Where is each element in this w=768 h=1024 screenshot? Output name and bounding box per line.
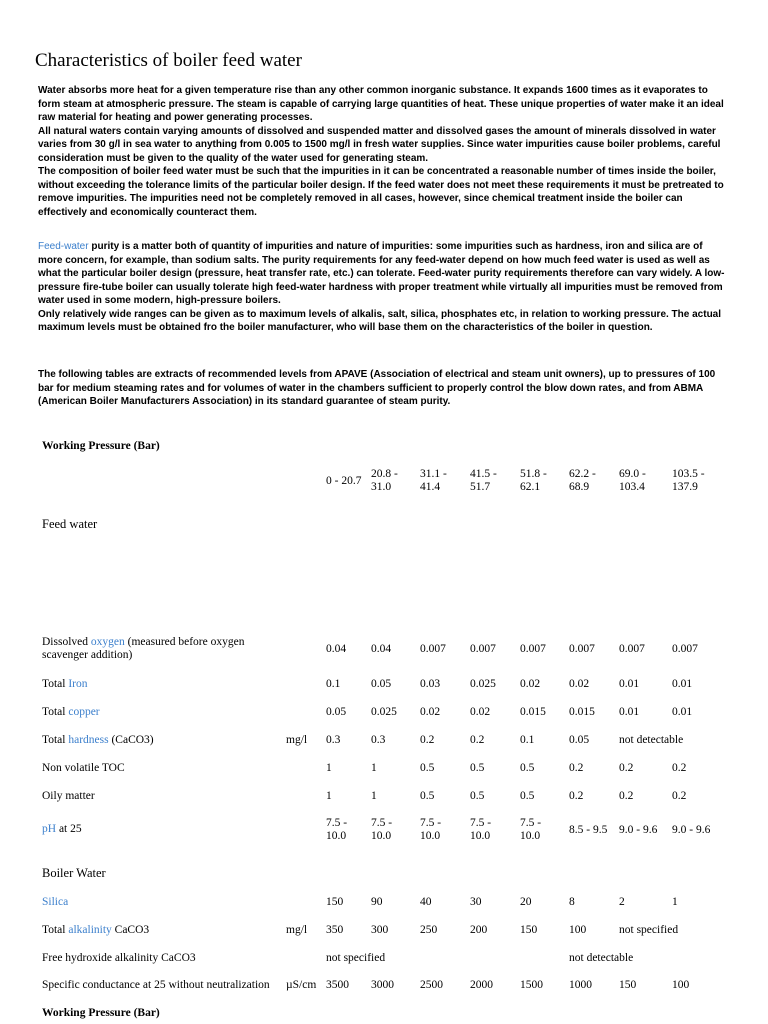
table-cell: 0.01 <box>672 706 693 718</box>
table-cell: 0.2 <box>672 762 687 774</box>
row-label-copper: Total copper <box>42 706 100 718</box>
iron-link[interactable]: Iron <box>68 678 88 690</box>
paragraph-4: purity is a matter both of quantity of impurities and nature of impurities: some impurities such as hardness, iron and silica are of more concern, for example, than sodium salts. The purity requirements for any feed-water depend on how much feed water is used as well as what the particular boiler design (pressure, heat transfer rate, etc.) can tolerate. Feed-water purity requirements therefore can vary widely. A low-pressure fire-tube boiler can usually tolerate high feed-water hardness with proper treatment while virtually all impurities must be removed from water used in some modern, high-pressure boilers. <box>38 241 725 306</box>
table-cell: 1000 <box>569 979 592 991</box>
ph-link[interactable]: pH <box>42 823 57 835</box>
table-cell: 0.007 <box>569 643 595 655</box>
table-cell: 0.1 <box>520 734 535 746</box>
pressure-range-3: 31.1 - 41.4 <box>420 468 447 493</box>
table-cell: 1 <box>672 896 678 908</box>
page-title: Characteristics of boiler feed water <box>35 50 302 71</box>
table-cell: 0.5 <box>420 762 435 774</box>
table-cell: 0.025 <box>470 678 496 690</box>
table-cell: 7.5 - 10.0 <box>420 817 442 842</box>
table-cell: 0.007 <box>470 643 496 655</box>
pressure-range-1: 0 - 20.7 <box>326 475 362 487</box>
feed-water-link[interactable]: Feed-water <box>38 241 89 252</box>
table-cell: 0.3 <box>326 734 341 746</box>
table-cell: 300 <box>371 924 389 936</box>
table-cell: 0.2 <box>619 762 634 774</box>
table-cell: 1 <box>371 790 377 802</box>
table-cell: 100 <box>569 924 587 936</box>
table-cell: 0.2 <box>569 762 584 774</box>
row-label-toc: Non volatile TOC <box>42 762 125 774</box>
table-cell: 0.5 <box>520 790 535 802</box>
table-cell: 7.5 - 10.0 <box>470 817 492 842</box>
table-cell: 1 <box>371 762 377 774</box>
table-cell: 350 <box>326 924 344 936</box>
table-cell: 8.5 - 9.5 <box>569 824 608 836</box>
table-cell: 0.2 <box>470 734 485 746</box>
table-cell: 0.05 <box>569 734 590 746</box>
row-label-conductance: Specific conductance at 25 without neutralization <box>42 979 270 991</box>
table-cell: 1 <box>326 762 332 774</box>
oxygen-link[interactable]: oxygen <box>90 636 125 648</box>
table-cell: 3000 <box>371 979 394 991</box>
table-cell: 0.2 <box>672 790 687 802</box>
paragraph-6: The following tables are extracts of recommended levels from APAVE (Association of electrical and steam unit owners), up to pressures of 100 bar for medium steaming rates and for volumes of water in the chambers sufficient to properly control the blow down rates, and from ABMA (American Boiler Manufacturers Association) in its standard guarantee of steam purity. <box>38 369 716 407</box>
table-cell: 0.007 <box>619 643 645 655</box>
table-cell: 2 <box>619 896 625 908</box>
table-cell: 0.01 <box>672 678 693 690</box>
paragraph-5: Only relatively wide ranges can be given as to maximum levels of alkalis, salt, silica, phosphates etc, in relation to working pressure. The actual maximum levels must be obtained fro the boiler manufacturer, who will base them on the characteristics of the boiler in question. <box>38 308 722 333</box>
table-cell: 90 <box>371 896 383 908</box>
row-label-oxygen: Dissolved oxygen (measured before oxygen scavenger addition) <box>42 636 245 661</box>
paragraph-3: The composition of boiler feed water must be such that the impurities in it can be concentrated a reasonable number of times inside the boiler, without exceeding the tolerance limits of the particular boiler design. If the feed water does not meet these requirements it must be pretreated to remove impurities. The impurities need not be completely removed in all cases, however, since chemical treatment inside the boiler can effectively and economically counteract them. <box>38 166 724 218</box>
row-label-oily: Oily matter <box>42 790 95 802</box>
table-cell: not detectable <box>569 952 634 964</box>
table-cell: 0.01 <box>619 678 640 690</box>
alkalinity-link[interactable]: alkalinity <box>68 924 112 936</box>
pressure-range-8: 103.5 - 137.9 <box>672 468 705 493</box>
table-cell: 0.007 <box>520 643 546 655</box>
table-cell: 0.5 <box>420 790 435 802</box>
table-cell: 7.5 - 10.0 <box>520 817 542 842</box>
table-cell: 0.015 <box>520 706 546 718</box>
row-label-alkalinity: Total alkalinity CaCO3 <box>42 924 150 936</box>
table-cell: not specified <box>619 924 679 936</box>
table-cell: 8 <box>569 896 575 908</box>
table-cell: 0.2 <box>619 790 634 802</box>
table-cell: 0.02 <box>470 706 491 718</box>
working-pressure-header: Working Pressure (Bar) <box>42 440 160 452</box>
working-pressure-footer: Working Pressure (Bar) <box>42 1007 160 1019</box>
table-cell: 150 <box>326 896 344 908</box>
table-cell: 0.5 <box>520 762 535 774</box>
unit-label: mg/l <box>286 924 308 936</box>
pressure-range-5: 51.8 - 62.1 <box>520 468 547 493</box>
unit-label: µS/cm <box>286 979 317 991</box>
table-cell: 9.0 - 9.6 <box>672 824 711 836</box>
pressure-range-6: 62.2 - 68.9 <box>569 468 596 493</box>
table-cell: 0.04 <box>326 643 347 655</box>
row-label-silica <box>42 896 68 909</box>
table-cell: 150 <box>520 924 538 936</box>
table-cell: 20 <box>520 896 532 908</box>
table-cell: 2000 <box>470 979 493 991</box>
pressure-range-7: 69.0 - 103.4 <box>619 468 646 493</box>
unit-label: mg/l <box>286 734 308 746</box>
table-cell: 0.2 <box>420 734 435 746</box>
row-label-iron: Total Iron <box>42 678 88 690</box>
copper-link[interactable]: copper <box>68 706 100 718</box>
table-cell: 9.0 - 9.6 <box>619 824 658 836</box>
table-cell: 1 <box>326 790 332 802</box>
row-label-hydroxide: Free hydroxide alkalinity CaCO3 <box>42 952 196 964</box>
paragraph-2: All natural waters contain varying amounts of dissolved and suspended matter and dissolved gases the amount of minerals dissolved in water varies from 30 g/l in sea water to anything from 0.005 to 1500 mg/l in fresh water supplies. Since water impurities cause boiler problems, careful consideration must be given to the quality of the water used for generating steam. <box>38 125 721 164</box>
table-cell: 0.05 <box>371 678 392 690</box>
pressure-range-4: 41.5 - 51.7 <box>470 468 497 493</box>
table-cell: 0.5 <box>470 762 485 774</box>
boiler-water-section-label: Boiler Water <box>42 866 106 880</box>
table-cell: 0.2 <box>569 790 584 802</box>
table-cell: 0.02 <box>569 678 590 690</box>
table-cell: 30 <box>470 896 482 908</box>
hardness-link[interactable]: hardness <box>68 734 109 746</box>
silica-link[interactable]: Silica <box>42 896 69 908</box>
table-cell: 100 <box>672 979 690 991</box>
table-cell: 0.01 <box>619 706 640 718</box>
table-cell: 0.04 <box>371 643 392 655</box>
table-cell: 0.015 <box>569 706 595 718</box>
table-cell: 200 <box>470 924 488 936</box>
row-label-ph: pH at 25 <box>42 823 82 835</box>
table-cell: 1500 <box>520 979 543 991</box>
table-cell: 0.025 <box>371 706 397 718</box>
table-cell: 0.02 <box>420 706 441 718</box>
table-cell: 0.007 <box>672 643 698 655</box>
feed-water-section-label: Feed water <box>42 517 98 531</box>
table-cell: 250 <box>420 924 438 936</box>
table-cell: 7.5 - 10.0 <box>371 817 393 842</box>
table-cell: 3500 <box>326 979 349 991</box>
row-label-hardness: Total hardness (CaCO3) <box>42 734 154 746</box>
table-cell: 2500 <box>420 979 443 991</box>
table-cell: 7.5 - 10.0 <box>326 817 348 842</box>
table-cell: 0.02 <box>520 678 541 690</box>
table-cell: 40 <box>420 896 432 908</box>
table-cell: 0.007 <box>420 643 446 655</box>
table-cell: not specified <box>326 952 386 964</box>
table-cell: 150 <box>619 979 637 991</box>
table-cell: 0.05 <box>326 706 347 718</box>
paragraph-1: Water absorbs more heat for a given temperature rise than any other common inorganic substance. It expands 1600 times as it evaporates to form steam at atmospheric pressure. The steam is capable of carrying large quantities of heat. These unique properties of water make it an ideal raw material for heating and power generating processes. <box>38 85 724 123</box>
table-cell: 0.03 <box>420 678 441 690</box>
pressure-range-2: 20.8 - 31.0 <box>371 468 398 493</box>
table-cell: 0.3 <box>371 734 386 746</box>
table-cell: 0.5 <box>470 790 485 802</box>
table-cell: 0.1 <box>326 678 341 690</box>
table-cell: not detectable <box>619 734 684 746</box>
